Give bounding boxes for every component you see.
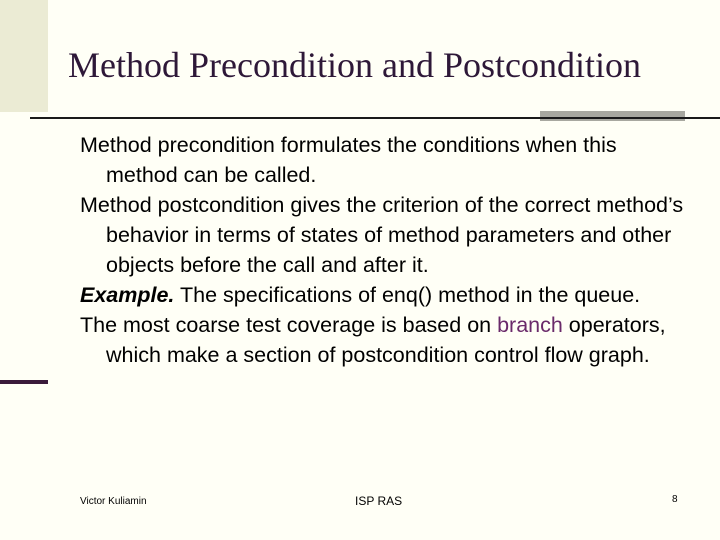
- title-rule: [30, 117, 720, 119]
- footer-author: Victor Kuliamin: [80, 496, 147, 507]
- paragraph-precondition: Method precondition formulates the conditions when this method can be called.: [80, 133, 617, 187]
- coverage-text-start: The most coarse test coverage is based on: [80, 313, 498, 337]
- example-text: The specifications of enq() method in the queue.: [174, 283, 641, 307]
- decorative-bar-left: [0, 0, 48, 112]
- decorative-bar-left-bottom: [0, 380, 48, 384]
- paragraph-postcondition: Method postcondition gives the criterion of the correct method’s behavior in terms of states of method parameters and other objects before the call and after it.: [80, 193, 684, 277]
- coverage-accent-word: branch: [497, 313, 563, 337]
- paragraph-example: [80, 280, 690, 310]
- slide-title: Method Precondition and Postcondition: [68, 45, 641, 85]
- slide-body: [80, 130, 690, 370]
- coverage-text-end: operators, which make a section of postcondition control flow graph.: [106, 313, 666, 367]
- paragraph-coverage: [80, 310, 690, 370]
- title-rule-accent: [540, 111, 685, 121]
- example-lead: Example.: [80, 283, 175, 307]
- footer-organization: ISP RAS: [355, 494, 403, 508]
- footer-page-number: 8: [672, 494, 678, 505]
